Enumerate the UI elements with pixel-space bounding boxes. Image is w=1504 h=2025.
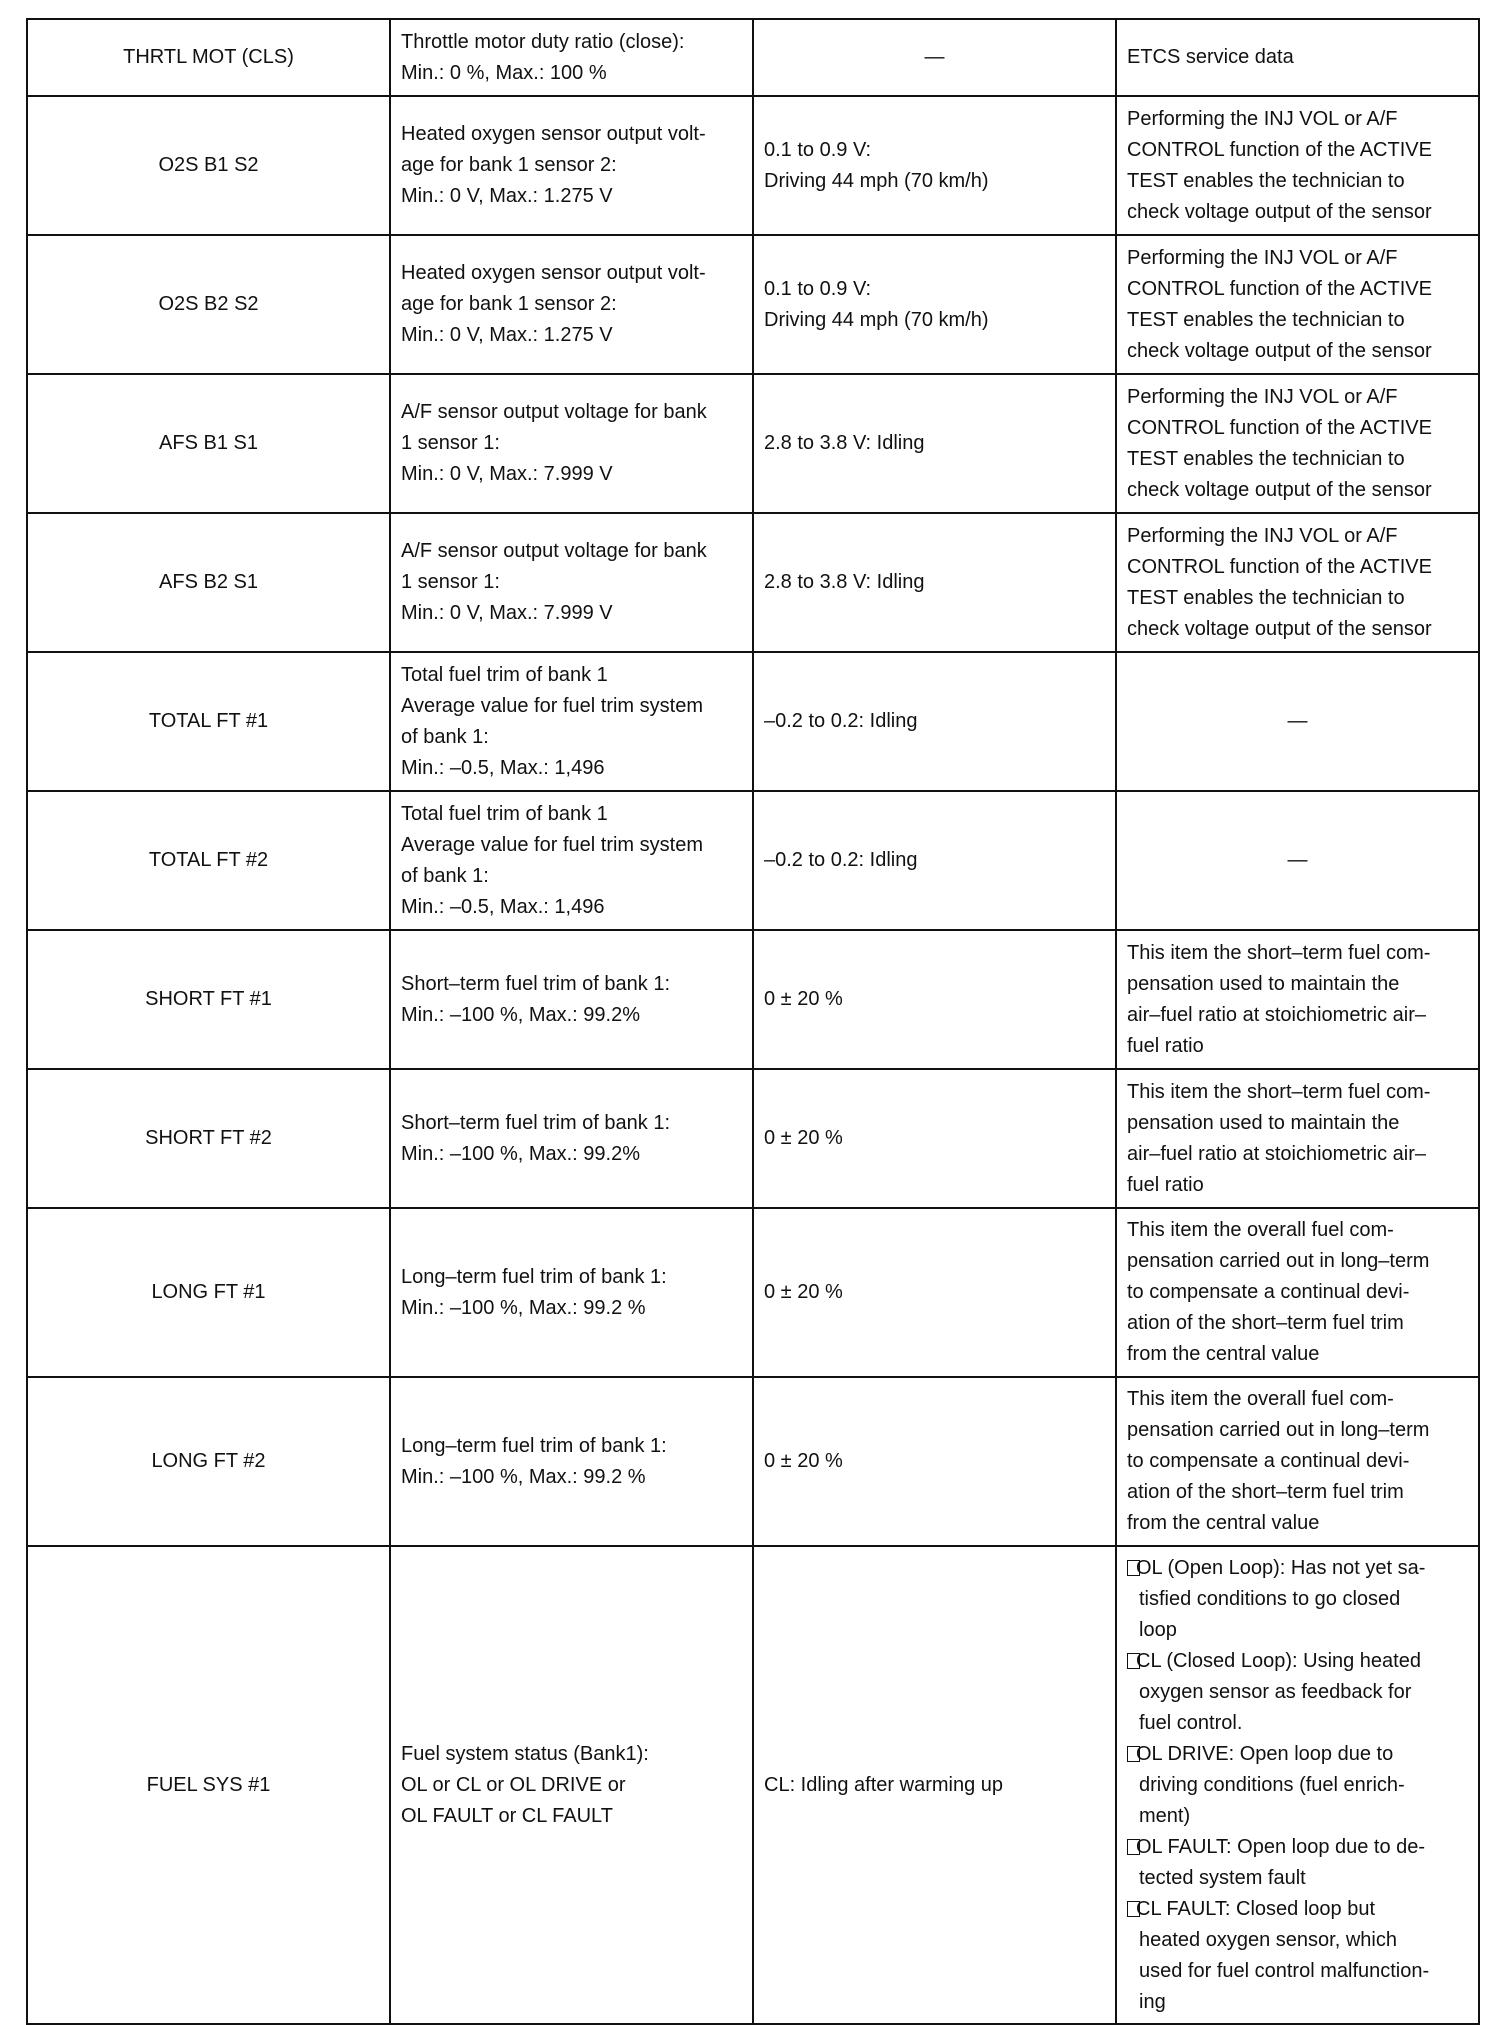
list-item: OL DRIVE: Open loop due to	[1127, 1739, 1468, 1770]
table-row	[27, 96, 1479, 235]
normal-condition-cell: 0.1 to 0.9 V: Driving 44 mph (70 km/h)	[753, 235, 1116, 374]
measurement-cell: Heated oxygen sensor output volt- age for bank 1 sensor 2: Min.: 0 V, Max.: 1.275 V	[390, 235, 753, 374]
diagnostic-note-cell: ETCS service data	[1116, 19, 1479, 96]
table-row	[27, 930, 1479, 1069]
normal-condition-cell: 0.1 to 0.9 V: Driving 44 mph (70 km/h)	[753, 96, 1116, 235]
diagnostic-note-cell: Performing the INJ VOL or A/F CONTROL function of the ACTIVE TEST enables the technician to check voltage output of the sensor	[1116, 235, 1479, 374]
measurement-cell: Long–term fuel trim of bank 1: Min.: –100 %, Max.: 99.2 %	[390, 1208, 753, 1377]
normal-condition-cell: –0.2 to 0.2: Idling	[753, 652, 1116, 791]
diagnostic-note-cell: OL (Open Loop): Has not yet sa- tisfied conditions to go closed loop CL (Closed Loop): Using heated oxygen sensor as feedback for fuel control. OL DRIVE: Open loop due to driving conditions (fuel enrich- ment) OL FAULT: Open loop due to de- tected system fault CL FAULT: Closed loop but heated oxygen sensor, which used for fuel control malfunction- ing	[1116, 1546, 1479, 2024]
normal-condition-cell: 2.8 to 3.8 V: Idling	[753, 513, 1116, 652]
normal-condition-cell: 0 ± 20 %	[753, 1208, 1116, 1377]
normal-condition-cell: –0.2 to 0.2: Idling	[753, 791, 1116, 930]
diagnostic-note-cell: This item the short–term fuel com- pensation used to maintain the air–fuel ratio at stoichiometric air– fuel ratio	[1116, 1069, 1479, 1208]
item-cell: FUEL SYS #1	[27, 1546, 390, 2024]
diagnostic-note-cell: Performing the INJ VOL or A/F CONTROL function of the ACTIVE TEST enables the technician to check voltage output of the sensor	[1116, 374, 1479, 513]
list-item: OL (Open Loop): Has not yet sa-	[1127, 1553, 1468, 1584]
measurement-cell: Long–term fuel trim of bank 1: Min.: –100 %, Max.: 99.2 %	[390, 1377, 753, 1546]
item-cell: TOTAL FT #1	[27, 652, 390, 791]
table-row	[27, 791, 1479, 930]
table-body	[27, 19, 1479, 2024]
data-list-table	[26, 18, 1480, 2025]
normal-condition-cell: 2.8 to 3.8 V: Idling	[753, 374, 1116, 513]
diagnostic-note-cell: —	[1116, 652, 1479, 791]
measurement-cell: Heated oxygen sensor output volt- age for bank 1 sensor 2: Min.: 0 V, Max.: 1.275 V	[390, 96, 753, 235]
diagnostic-note-cell: —	[1116, 791, 1479, 930]
table-row	[27, 1546, 1479, 2024]
table-row	[27, 19, 1479, 96]
normal-condition-cell: 0 ± 20 %	[753, 1069, 1116, 1208]
measurement-cell: Short–term fuel trim of bank 1: Min.: –100 %, Max.: 99.2%	[390, 930, 753, 1069]
list-item: OL FAULT: Open loop due to de-	[1127, 1832, 1468, 1863]
item-cell: O2S B1 S2	[27, 96, 390, 235]
measurement-cell: Fuel system status (Bank1): OL or CL or OL DRIVE or OL FAULT or CL FAULT	[390, 1546, 753, 2024]
table-row	[27, 513, 1479, 652]
diagnostic-note-cell: Performing the INJ VOL or A/F CONTROL function of the ACTIVE TEST enables the technician to check voltage output of the sensor	[1116, 96, 1479, 235]
item-cell: SHORT FT #2	[27, 1069, 390, 1208]
diagnostic-note-cell: This item the overall fuel com- pensation carried out in long–term to compensate a continual devi- ation of the short–term fuel trim from the central value	[1116, 1208, 1479, 1377]
measurement-cell: Short–term fuel trim of bank 1: Min.: –100 %, Max.: 99.2%	[390, 1069, 753, 1208]
diagnostic-note-cell: This item the short–term fuel com- pensation used to maintain the air–fuel ratio at stoichiometric air– fuel ratio	[1116, 930, 1479, 1069]
measurement-cell: A/F sensor output voltage for bank 1 sensor 1: Min.: 0 V, Max.: 7.999 V	[390, 374, 753, 513]
table-row	[27, 374, 1479, 513]
measurement-cell: Throttle motor duty ratio (close): Min.: 0 %, Max.: 100 %	[390, 19, 753, 96]
item-cell: LONG FT #1	[27, 1208, 390, 1377]
normal-condition-cell: 0 ± 20 %	[753, 930, 1116, 1069]
item-cell: O2S B2 S2	[27, 235, 390, 374]
diagnostic-note-cell: This item the overall fuel com- pensation carried out in long–term to compensate a continual devi- ation of the short–term fuel trim from the central value	[1116, 1377, 1479, 1546]
item-cell: TOTAL FT #2	[27, 791, 390, 930]
table-row	[27, 1208, 1479, 1377]
normal-condition-cell: —	[753, 19, 1116, 96]
item-cell: LONG FT #2	[27, 1377, 390, 1546]
table-row	[27, 1069, 1479, 1208]
measurement-cell: Total fuel trim of bank 1 Average value for fuel trim system of bank 1: Min.: –0.5, Max.: 1,496	[390, 791, 753, 930]
normal-condition-cell: 0 ± 20 %	[753, 1377, 1116, 1546]
table-row	[27, 652, 1479, 791]
normal-condition-cell: CL: Idling after warming up	[753, 1546, 1116, 2024]
list-item: CL FAULT: Closed loop but	[1127, 1894, 1468, 1925]
list-item: CL (Closed Loop): Using heated	[1127, 1646, 1468, 1677]
item-cell: AFS B1 S1	[27, 374, 390, 513]
diagnostic-note-cell: Performing the INJ VOL or A/F CONTROL function of the ACTIVE TEST enables the technician to check voltage output of the sensor	[1116, 513, 1479, 652]
table-row	[27, 1377, 1479, 1546]
item-cell: AFS B2 S1	[27, 513, 390, 652]
item-cell: THRTL MOT (CLS)	[27, 19, 390, 96]
measurement-cell: A/F sensor output voltage for bank 1 sensor 1: Min.: 0 V, Max.: 7.999 V	[390, 513, 753, 652]
item-cell: SHORT FT #1	[27, 930, 390, 1069]
measurement-cell: Total fuel trim of bank 1 Average value for fuel trim system of bank 1: Min.: –0.5, Max.: 1,496	[390, 652, 753, 791]
table-row	[27, 235, 1479, 374]
